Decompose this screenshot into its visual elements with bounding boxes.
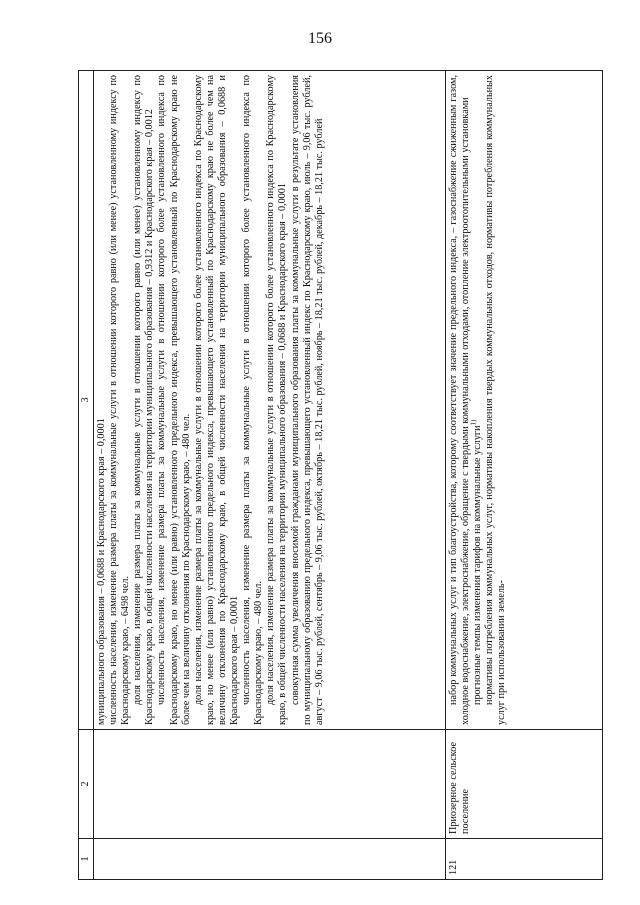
rotated-page-area <box>78 70 603 880</box>
indicators-cell <box>446 71 603 730</box>
paragraph: численность населения, изменение размера платы за коммунальные услуги в отношении которого равно (или менее) установленному индексу по Краснодарскому краю, – 6498 чел. <box>108 75 132 725</box>
paragraph <box>469 75 484 725</box>
header-col-2: 2 <box>79 730 94 839</box>
header-col-1: 1 <box>79 839 94 880</box>
settlement-name-cell <box>94 730 446 839</box>
paragraph: доля населения, изменение размера платы за коммунальные услуги в отношении которого более установленного индекса по Краснодарскому краю, в общей численности населения на территории муниципального образования – 0,0688 и Краснодарского края – 0,0001 <box>265 75 289 725</box>
paragraph: совокупная сумма увеличения вносимой гражданами муниципального образования платы за коммунальные услуги в результате установления по муниципальному образованию предельного индекса, превышающего установленный индекс по Краснодарскому краю, июль – 9,06 тыс. рублей, август – 9,06 тыс. рублей, сентябрь – 9,06 тыс. рублей, октябрь – 18,21 тыс. рублей, ноябрь – 18,21 тыс. рублей, декабрь – 18,21 тыс. рублей <box>289 75 325 725</box>
settlement-name-cell: Приозерное сельское поселение <box>446 730 603 839</box>
landscape-table-container <box>78 70 603 880</box>
paragraph-text: прогнозные темпы изменения тарифов на коммунальные услуги <box>472 425 484 705</box>
indicators-cell <box>94 71 446 730</box>
paragraph: доля населения, изменение размера платы за коммунальные услуги в отношении которого равно (или менее) установленному индексу по Краснодарскому краю, в общей численности населения на территории муниципального образования – 0,9312 и Краснодарского края – 0,0012 <box>132 75 156 725</box>
row-number-cell <box>94 839 446 880</box>
paragraph: нормативы потребления коммунальных услуг, нормативы накопления твердых коммунальных отходов, нормативы потребления коммунальных услуг при использовании земель- <box>484 75 508 725</box>
row-number-cell: 121 <box>446 839 603 880</box>
paragraph: численность населения, изменение размера платы за коммунальные услуги в отношении которого более установленного индекса по Краснодарскому краю, но менее (или равно) установленного предельного индекса, превышающего установленный по Краснодарскому краю не более чем на величину отклонения по Краснодарскому краю, – 480 чел. <box>156 75 192 725</box>
paragraph: муниципального образования – 0,0688 и Краснодарского края – 0,0001 <box>96 418 107 725</box>
header-col-3: 3 <box>79 71 94 730</box>
footnote-mark: 1) <box>469 419 478 426</box>
page-number: 156 <box>308 30 332 47</box>
tariff-index-table <box>78 70 603 880</box>
table-row <box>94 71 446 880</box>
table-header-row <box>79 71 94 880</box>
table-row <box>446 71 603 880</box>
paragraph: набор коммунальных услуг и тип благоустройства, которому соответствует значение предельного индекса, – газоснабжение сжиженным газом, холодное водоснабжение, электроснабжение, обращение с твердыми коммунальными отходами, отопление электроотопительными установками <box>448 75 472 725</box>
paragraph: численность населения, изменение размера платы за коммунальные услуги в отношении которого более установленного индекса по Краснодарскому краю, – 480 чел. <box>241 75 265 725</box>
paragraph: доля населения, изменение размера платы за коммунальные услуги в отношении которого более установленного индекса по Краснодарскому краю, но менее (или равно) установленного предельного индекса, превышающего установленный по Краснодарскому краю не более чем на величину отклонения по Краснодарскому краю, в общей численности населения на территории муниципального образования – 0,0688 и Краснодарского края – 0,0001 <box>192 75 241 725</box>
